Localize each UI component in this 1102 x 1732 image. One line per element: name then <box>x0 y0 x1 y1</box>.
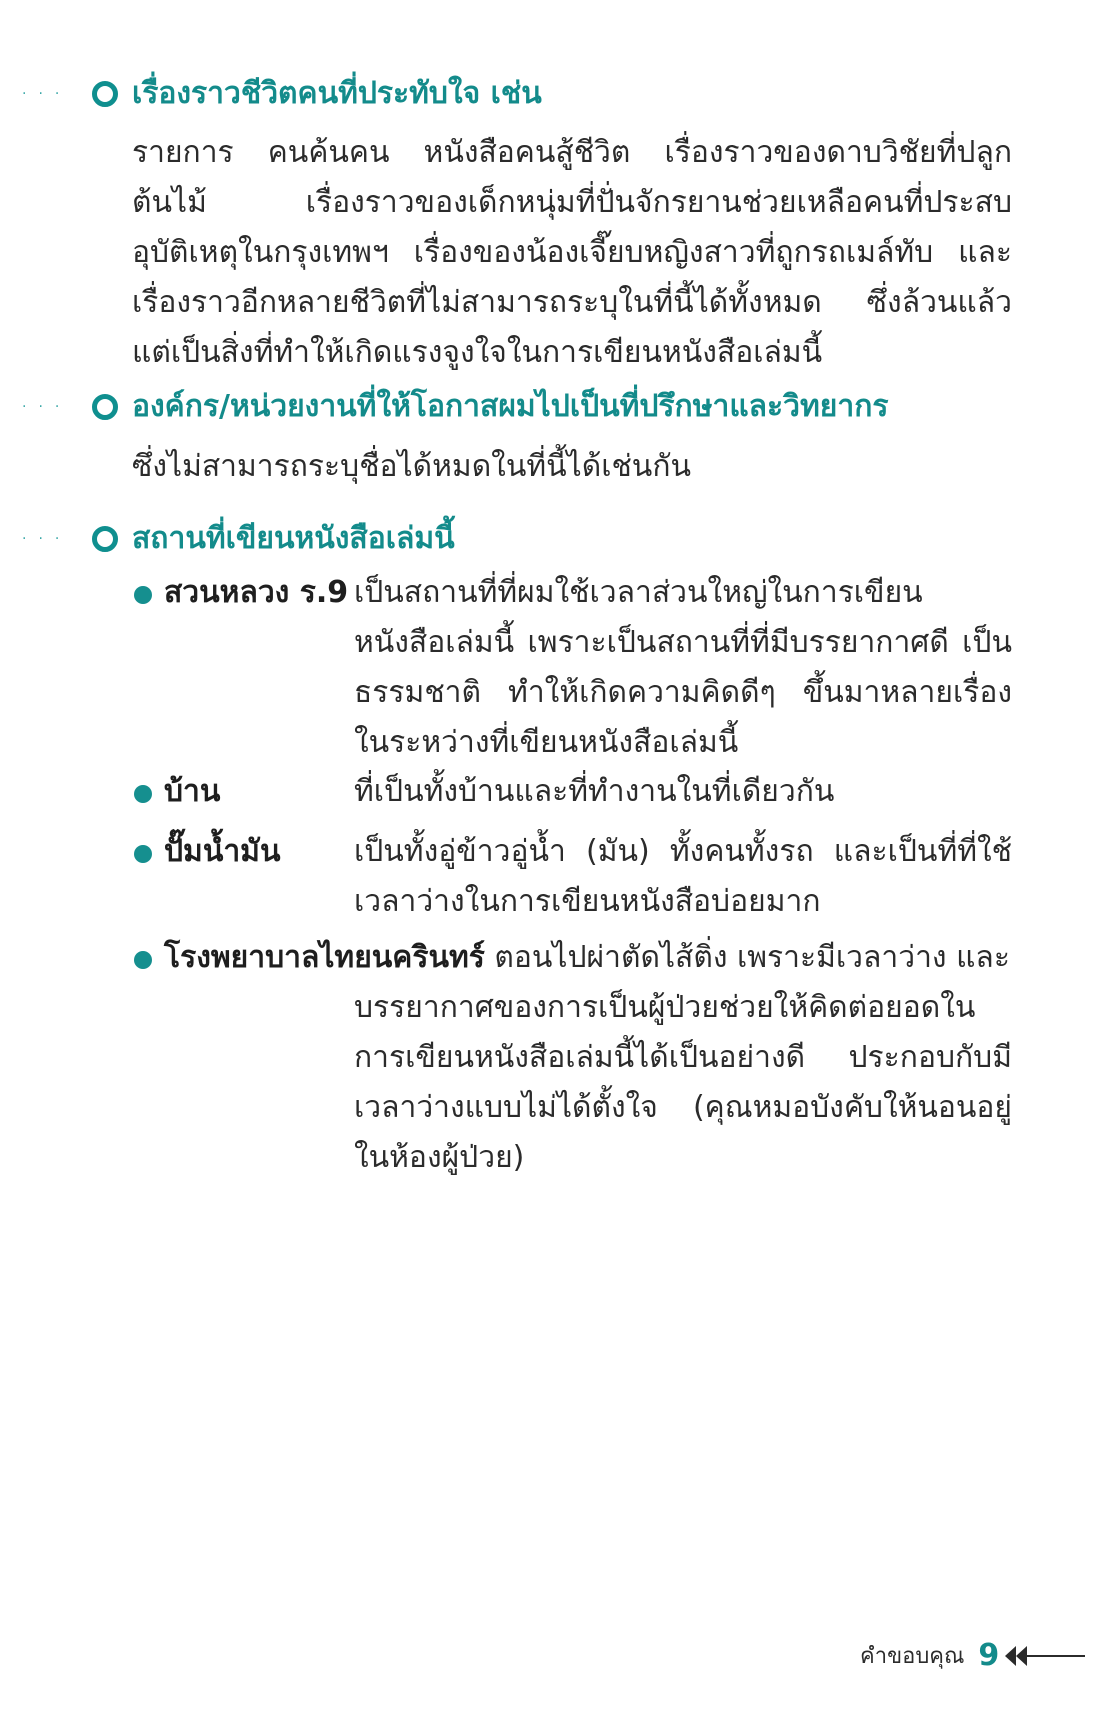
item-first-line <box>164 933 1012 983</box>
circle-bullet-icon <box>92 81 118 107</box>
circle-bullet-icon <box>92 526 118 552</box>
footer-label: คำขอบคุณ <box>860 1644 965 1669</box>
list-item <box>132 568 1012 768</box>
item-term: สวนหลวง ร.9 <box>164 575 349 610</box>
section-paragraph: รายการ คนค้นคน หนังสือคนสู้ชีวิต เรื่องราวของดาบวิชัยที่ปลูกต้นไม้ เรื่องราวของเด็กหนุ่มที่ปั่นจักรยานช่วยเหลือคนที่ประสบอุบัติเหตุในกรุงเทพฯ เรื่องของน้องเจี๊ยบหญิงสาวที่ถูกรถเมล์ทับ และเรื่องราวอีกหลายชีวิตที่ไม่สามารถระบุในที่นี้ได้ทั้งหมด ซึ่งล้วนแล้วแต่เป็นสิ่งที่ทำให้เกิดแรงจูงใจในการเขียนหนังสือเล่มนี้ <box>132 135 1012 370</box>
leader-dots: ··· <box>22 398 72 415</box>
section-heading-organizations <box>22 383 889 430</box>
bullet-dot-icon <box>134 785 152 803</box>
item-description: ที่เป็นทั้งบ้านและที่ทำงานในที่เดียวกัน <box>354 774 835 809</box>
list-item <box>132 827 1012 927</box>
bullet-dot-icon <box>134 845 152 863</box>
bullet-dot-icon <box>134 951 152 969</box>
section-heading-writing-places <box>22 515 455 562</box>
circle-bullet-icon <box>92 394 118 420</box>
page-footer <box>860 1638 1085 1673</box>
list-item <box>132 933 1012 1183</box>
item-term: บ้าน <box>164 774 221 809</box>
double-arrow-left-icon <box>1005 1643 1085 1669</box>
item-description-first: ตอนไปผ่าตัดไส้ติ่ง เพราะมีเวลาว่าง และ <box>494 940 1010 975</box>
heading-text: องค์กร/หน่วยงานที่ให้โอกาสผมไปเป็นที่ปรึกษาและวิทยากร <box>132 389 889 424</box>
bullet-dot-icon <box>134 586 152 604</box>
section-heading-inspiring-stories <box>22 70 542 117</box>
item-description: เป็นทั้งอู่ข้าวอู่น้ำ (มัน) ทั้งคนทั้งรถ และเป็นที่ที่ใช้เวลาว่างในการเขียนหนังสือบ่อยมาก <box>354 834 1012 919</box>
item-description: บรรยากาศของการเป็นผู้ป่วยช่วยให้คิดต่อยอดในการเขียนหนังสือเล่มนี้ได้เป็นอย่างดี ประกอบกับมีเวลาว่างแบบไม่ได้ตั้งใจ (คุณหมอบังคับให้นอนอยู่ในห้องผู้ป่วย) <box>354 990 1012 1175</box>
item-term: ปั๊มน้ำมัน <box>164 834 281 869</box>
leader-dots: ··· <box>22 530 72 547</box>
heading-text: สถานที่เขียนหนังสือเล่มนี้ <box>132 521 455 556</box>
leader-dots: ··· <box>22 85 72 102</box>
item-term: โรงพยาบาลไทยนครินทร์ <box>164 940 485 975</box>
list-item <box>132 767 1012 817</box>
section-paragraph: ซึ่งไม่สามารถระบุชื่อได้หมดในที่นี้ได้เช่นกัน <box>132 449 691 484</box>
item-description: เป็นสถานที่ที่ผมใช้เวลาส่วนใหญ่ในการเขียนหนังสือเล่มนี้ เพราะเป็นสถานที่ที่มีบรรยากาศดี เป็นธรรมชาติ ทำให้เกิดความคิดดีๆ ขึ้นมาหลายเรื่องในระหว่างที่เขียนหนังสือเล่มนี้ <box>354 575 1012 760</box>
heading-text: เรื่องราวชีวิตคนที่ประทับใจ เช่น <box>132 76 542 111</box>
page-number: 9 <box>978 1638 1000 1673</box>
